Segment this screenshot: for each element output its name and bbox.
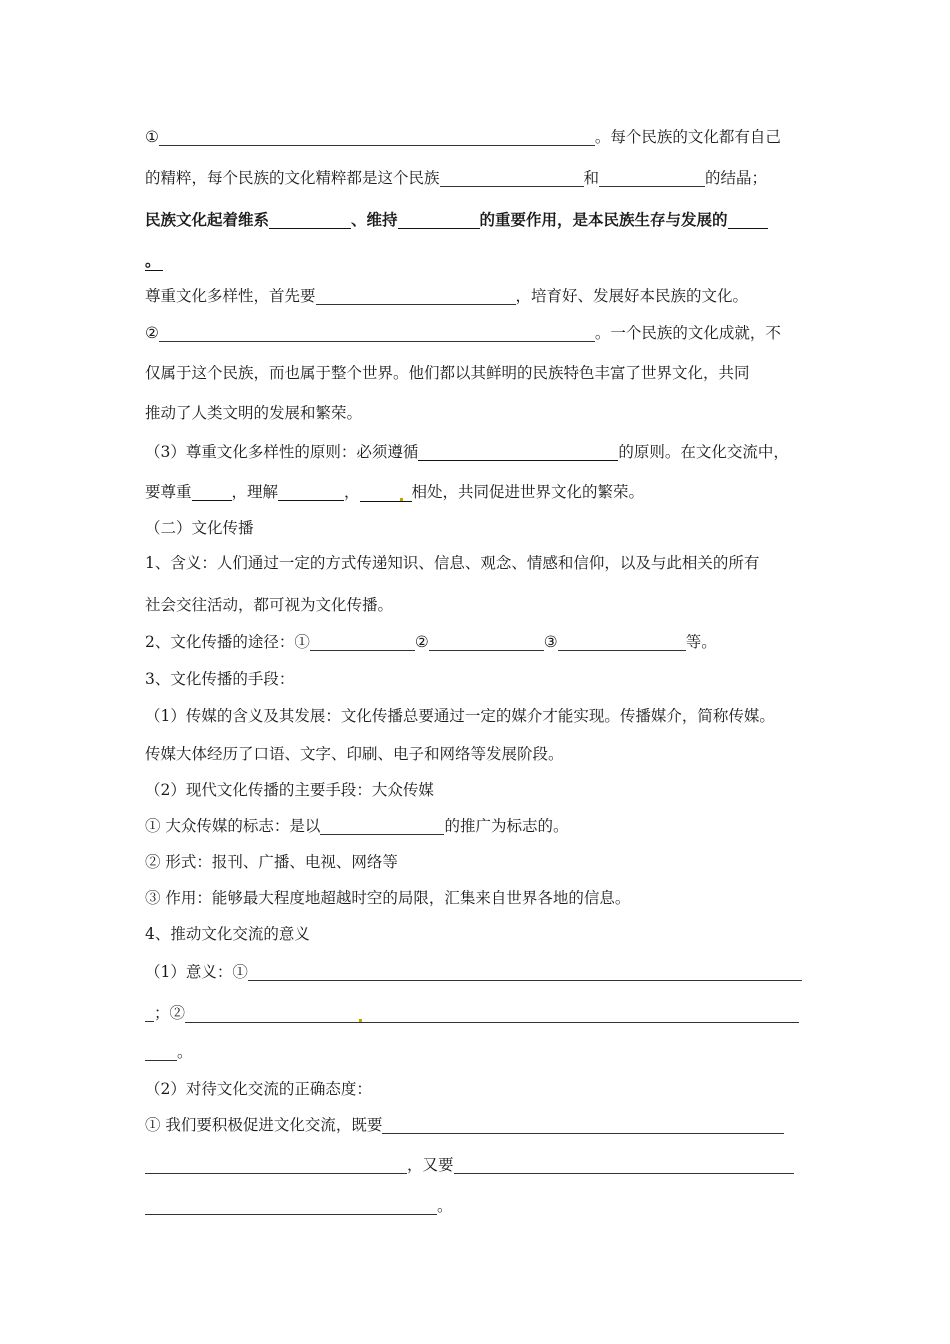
- bold-text: 、维持: [351, 211, 398, 229]
- blank-field[interactable]: [145, 1198, 437, 1215]
- line-3: [145, 209, 768, 231]
- line-10: [145, 481, 644, 503]
- line-22: 4、推动文化交流的意义: [145, 925, 310, 943]
- circled-number-2: ②: [145, 324, 159, 342]
- bold-text: 。: [145, 252, 161, 270]
- line-26: （2）对待文化交流的正确态度：: [145, 1080, 372, 1098]
- circled-number-2: ②: [414, 633, 429, 651]
- blank-field[interactable]: [558, 634, 686, 651]
- blank-field[interactable]: [429, 634, 544, 651]
- text: 。: [177, 1043, 193, 1061]
- line-15: 3、文化传播的手段：: [145, 670, 295, 688]
- text: 尊重文化多样性，首先要: [145, 287, 316, 305]
- text: ；②: [154, 1004, 186, 1022]
- blank-field[interactable]: [454, 1157, 794, 1174]
- line-1: [145, 126, 781, 148]
- line-21: ③ 作用：能够最大程度地超越时空的局限，汇集来自世界各地的信息。: [145, 889, 631, 907]
- blank-field[interactable]: [159, 325, 595, 342]
- circled-number-3: ③: [543, 633, 558, 651]
- blank-field[interactable]: [278, 484, 344, 501]
- dot-mark: [400, 498, 403, 501]
- blank-field[interactable]: [360, 485, 412, 502]
- text: 2、文化传播的途径：①: [145, 633, 310, 651]
- line-4: [145, 250, 163, 272]
- line-19: [145, 815, 568, 837]
- text: ，又要: [407, 1156, 454, 1174]
- text: 和: [583, 169, 600, 187]
- line-8: 推动了人类文明的发展和繁荣。: [145, 404, 363, 422]
- text: 等。: [685, 633, 717, 651]
- bold-text: 的重要作用，是本民族生存与发展的: [479, 211, 728, 229]
- blank-field[interactable]: [192, 484, 232, 501]
- line-25: [145, 1041, 193, 1063]
- blank-field[interactable]: [269, 212, 351, 229]
- blank-field[interactable]: [145, 1157, 407, 1174]
- blank-field[interactable]: [398, 212, 480, 229]
- text: （1）意义：①: [145, 963, 248, 981]
- circled-number-1: ①: [145, 128, 159, 146]
- line-29: [145, 1195, 453, 1217]
- line-14: [145, 631, 717, 653]
- line-16: （1）传媒的含义及其发展：文化传播总要通过一定的媒介才能实现。传播媒介，简称传媒。: [145, 707, 775, 725]
- text: 的推广为标志的。: [444, 817, 569, 835]
- line-11: （二）文化传播: [145, 519, 254, 537]
- blank-field[interactable]: [248, 964, 802, 981]
- blank-field[interactable]: [316, 288, 516, 305]
- text: 相处，共同促进世界文化的繁荣。: [411, 483, 645, 501]
- line-28: [145, 1154, 794, 1176]
- blank-field[interactable]: [145, 1044, 177, 1061]
- blank-field[interactable]: [599, 170, 705, 187]
- line-20: ② 形式：报刊、广播、电视、网络等: [145, 853, 398, 871]
- blank-field[interactable]: [159, 129, 595, 146]
- blank-field[interactable]: [382, 1117, 784, 1134]
- text: ，理解: [231, 483, 279, 501]
- text: 的原则。在文化交流中，: [618, 443, 789, 461]
- dot-mark: [359, 1019, 362, 1022]
- text: 的结晶；: [705, 169, 768, 187]
- text: 。一个民族的文化成就，不: [594, 324, 781, 342]
- blank-field[interactable]: [440, 170, 584, 187]
- text: 。: [437, 1197, 453, 1215]
- text: ① 我们要积极促进文化交流，既要: [145, 1116, 383, 1134]
- line-7: 仅属于这个民族，而也属于整个世界。他们都以其鲜明的民族特色丰富了世界文化，共同: [145, 364, 750, 382]
- blank-field[interactable]: [418, 444, 618, 461]
- text: 的精粹，每个民族的文化精粹都是这个民族: [145, 169, 440, 187]
- line-5: [145, 285, 748, 307]
- blank-field[interactable]: [145, 1005, 154, 1022]
- text: （3）尊重文化多样性的原则：必须遵循: [145, 443, 419, 461]
- line-6: [145, 322, 781, 344]
- text: ① 大众传媒的标志：是以: [145, 817, 321, 835]
- line-23: [145, 961, 802, 983]
- bold-text: 民族文化起着维系: [145, 211, 270, 229]
- line-24: [145, 1002, 799, 1024]
- line-17: 传媒大体经历了口语、文字、印刷、电子和网络等发展阶段。: [145, 745, 564, 763]
- blank-field[interactable]: [320, 818, 444, 835]
- line-12: 1、含义：人们通过一定的方式传递知识、信息、观念、情感和信仰，以及与此相关的所有: [145, 554, 760, 572]
- blank-field[interactable]: [728, 212, 768, 229]
- blank-field[interactable]: [310, 634, 415, 651]
- text: ，培育好、发展好本民族的文化。: [515, 287, 749, 305]
- line-9: [145, 441, 789, 463]
- line-18: （2）现代文化传播的主要手段：大众传媒: [145, 781, 434, 799]
- text: 要尊重: [145, 483, 192, 501]
- line-27: [145, 1114, 784, 1136]
- text: ，: [344, 483, 360, 501]
- blank-field[interactable]: [185, 1006, 799, 1023]
- line-13: 社会交往活动，都可视为文化传播。: [145, 596, 394, 614]
- text: 。每个民族的文化都有自己: [594, 128, 781, 146]
- line-2: [145, 167, 767, 189]
